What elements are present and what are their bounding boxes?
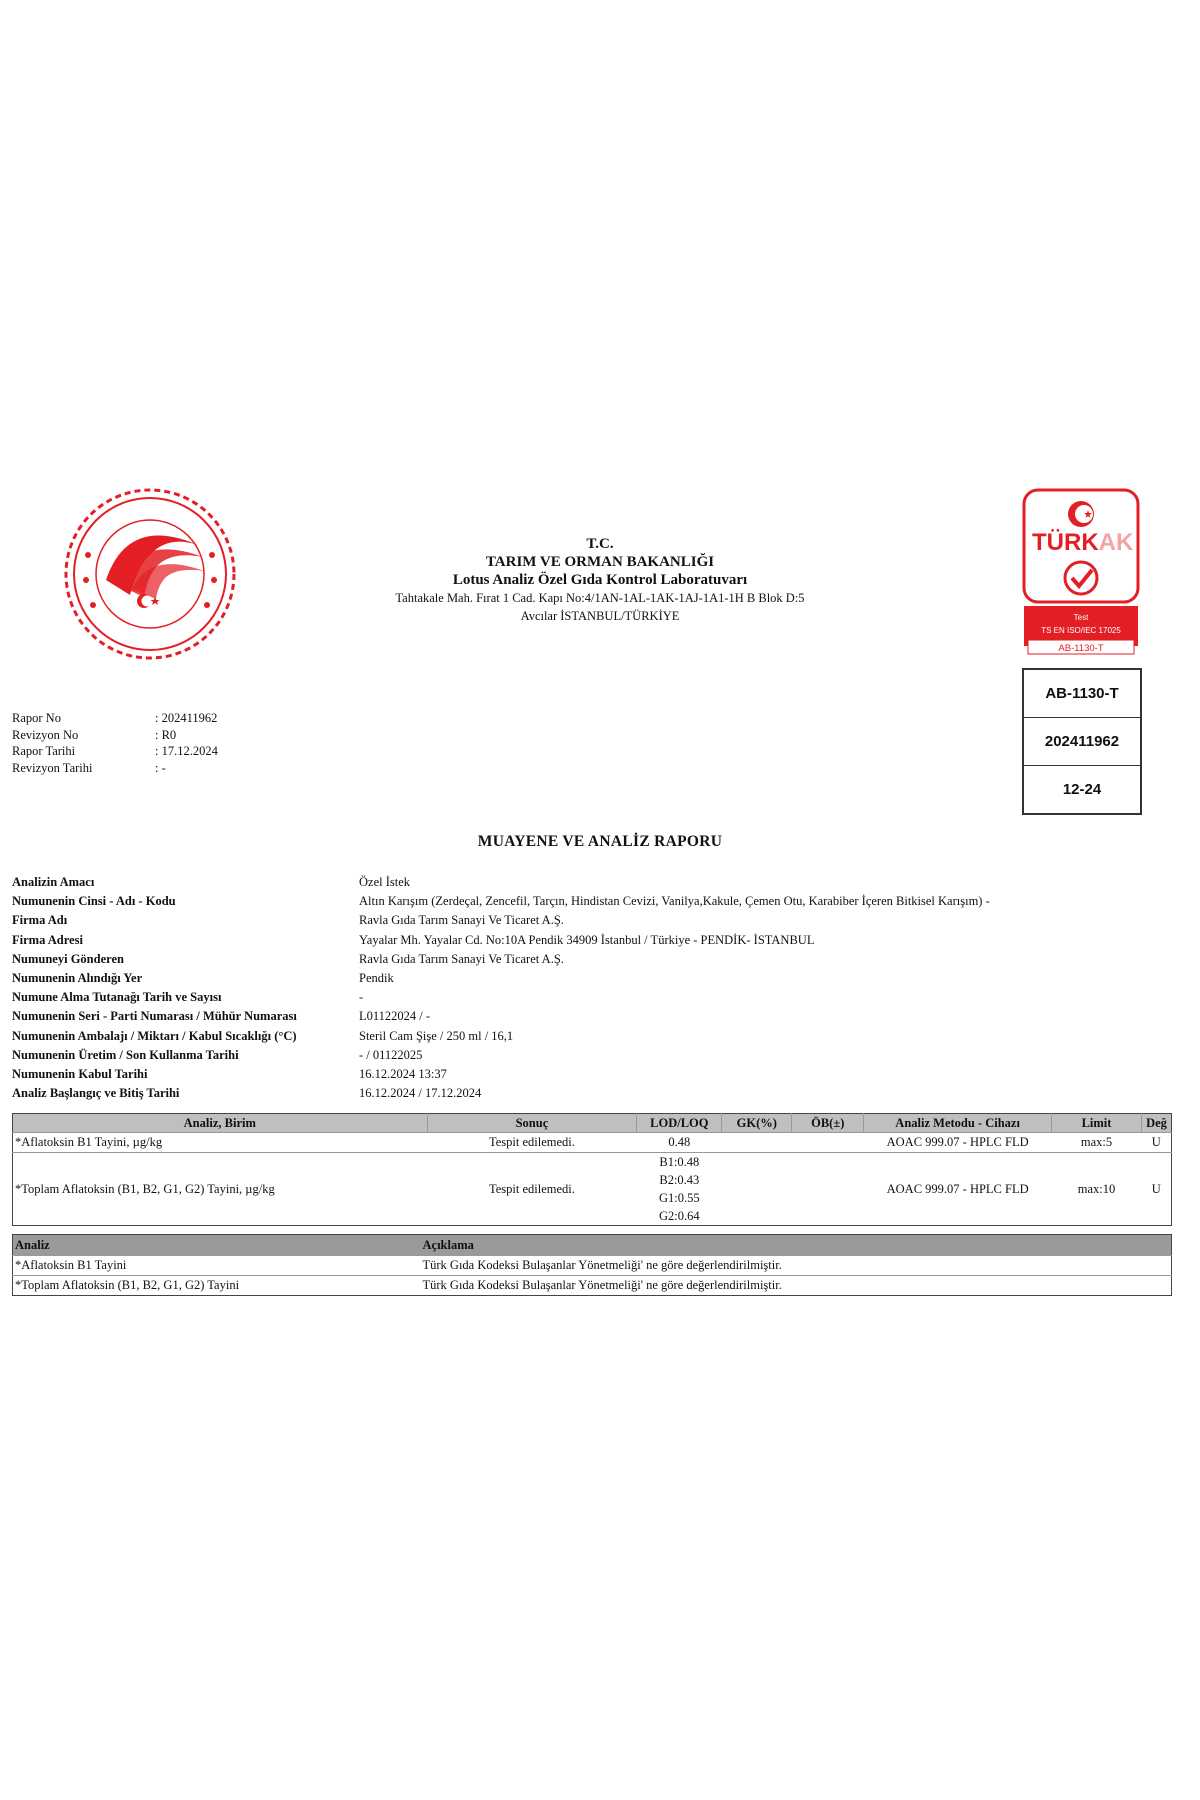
meta-row	[12, 710, 218, 727]
turkak-standard: TS EN ISO/IEC 17025	[1041, 626, 1121, 635]
info-key: Firma Adı	[12, 913, 68, 928]
meta-key: Rapor Tarihi	[12, 744, 76, 758]
info-value: Özel İstek	[359, 875, 411, 889]
info-key: Firma Adresi	[12, 932, 83, 947]
lod-value: B2:0.43	[659, 1173, 700, 1187]
lod-value: B1:0.48	[659, 1155, 700, 1169]
meta-value: : R0	[155, 727, 177, 742]
lod-value: G2:0.64	[659, 1209, 700, 1223]
header-ministry: TARIM VE ORMAN BAKANLIĞI	[485, 554, 715, 570]
report-code-box	[1022, 668, 1142, 815]
header-address-line2: Avcılar İSTANBUL/TÜRKİYE	[520, 609, 680, 623]
meta-value: : -	[155, 760, 166, 775]
table-row	[13, 1153, 1172, 1226]
table-row	[13, 1276, 1172, 1296]
info-row	[12, 873, 1182, 892]
ob-cell	[792, 1133, 864, 1153]
results-header-row	[13, 1114, 1172, 1133]
col-header: Sonuç	[427, 1114, 637, 1133]
info-row	[12, 1065, 1182, 1084]
deg-cell: U	[1141, 1153, 1171, 1226]
sample-info	[12, 873, 1182, 1103]
info-value: 16.12.2024 13:37	[359, 1066, 447, 1081]
report-title: MUAYENE VE ANALİZ RAPORU	[477, 833, 723, 850]
table-row	[13, 1133, 1172, 1153]
limit-cell: max:10	[1052, 1153, 1142, 1226]
lod-value: G1:0.55	[659, 1191, 700, 1205]
lab-header	[300, 535, 900, 625]
meta-row	[12, 760, 218, 777]
header-address-line1: Tahtakale Mah. Fırat 1 Cad. Kapı No:4/1AN-1AL-1AK-1AJ-1A1-1H B Blok D:5	[395, 591, 805, 605]
turkak-text-light: AK	[1098, 529, 1134, 556]
info-row	[12, 1084, 1182, 1103]
info-row	[12, 988, 1182, 1007]
info-key: Numunenin Seri - Parti Numarası / Mühür Numarası	[12, 1009, 297, 1024]
info-key: Numuneyi Gönderen	[12, 951, 124, 966]
col-header: LOD/LOQ	[637, 1114, 722, 1133]
explanation-cell: Türk Gıda Kodeksi Bulaşanlar Yönetmeliği' ne göre değerlendirilmiştir.	[421, 1276, 1172, 1296]
info-key: Numunenin Alındığı Yer	[12, 970, 143, 985]
meta-value: : 17.12.2024	[155, 744, 218, 758]
gk-cell	[722, 1133, 792, 1153]
code-date: 12-24	[1024, 765, 1140, 813]
col-header: Analiz Metodu - Cihazı	[864, 1114, 1052, 1133]
col-header: Limit	[1052, 1114, 1142, 1133]
info-row	[12, 1046, 1182, 1065]
method-cell: AOAC 999.07 - HPLC FLD	[864, 1153, 1052, 1226]
analysis-cell: *Toplam Aflatoksin (B1, B2, G1, G2) Tayini	[13, 1276, 421, 1296]
analysis-cell: *Aflatoksin B1 Tayini	[13, 1256, 421, 1276]
info-row	[12, 1027, 1182, 1046]
info-value: -	[359, 990, 364, 1005]
info-value: Steril Cam Şişe / 250 ml / 16,1	[359, 1028, 514, 1043]
turkak-logo	[1022, 488, 1140, 658]
col-header: Analiz, Birim	[13, 1114, 428, 1133]
info-value: Ravla Gıda Tarım Sanayi Ve Ticaret A.Ş.	[359, 913, 564, 928]
info-row	[12, 950, 1182, 969]
info-row	[12, 892, 1182, 911]
gk-cell	[722, 1153, 792, 1226]
result-cell: Tespit edilemedi.	[427, 1153, 637, 1226]
limit-cell: max:5	[1052, 1133, 1142, 1153]
info-key: Numunenin Üretim / Son Kullanma Tarihi	[12, 1047, 239, 1062]
report-meta	[12, 710, 218, 776]
explanation-cell: Türk Gıda Kodeksi Bulaşanlar Yönetmeliği' ne göre değerlendirilmiştir.	[421, 1256, 1172, 1276]
info-value: Altın Karışım (Zerdeçal, Zencefil, Tarçın, Hindistan Cevizi, Vanilya,Kakule, Çemen Otu, Karabiber İçeren Bitkisel Karışım) -	[359, 894, 990, 909]
meta-row	[12, 743, 218, 760]
svg-text:TÜRKAK	[1032, 529, 1134, 556]
meta-row	[12, 727, 218, 744]
meta-key: Revizyon Tarihi	[12, 760, 93, 775]
meta-key: Rapor No	[12, 711, 61, 725]
info-key: Numune Alma Tutanağı Tarih ve Sayısı	[12, 990, 222, 1005]
info-key: Numunenin Cinsi - Adı - Kodu	[12, 894, 176, 909]
explanations-table	[12, 1234, 1172, 1296]
col-header: Değ	[1141, 1114, 1171, 1133]
analysis-cell: *Aflatoksin B1 Tayini, µg/kg	[13, 1133, 428, 1153]
info-row	[12, 969, 1182, 988]
code-report-no: 202411962	[1024, 717, 1140, 765]
meta-key: Revizyon No	[12, 727, 79, 742]
ministry-emblem	[58, 485, 243, 663]
analysis-cell: *Toplam Aflatoksin (B1, B2, G1, G2) Tayini, µg/kg	[13, 1153, 428, 1226]
col-header: Açıklama	[421, 1235, 1172, 1256]
info-key: Numunenin Kabul Tarihi	[12, 1066, 148, 1081]
col-header: ÖB(±)	[792, 1114, 864, 1133]
info-key: Analizin Amacı	[12, 875, 95, 889]
ob-cell	[792, 1153, 864, 1226]
info-key: Analiz Başlangıç ve Bitiş Tarihi	[12, 1086, 180, 1101]
col-header: GK(%)	[722, 1114, 792, 1133]
header-lab-name: Lotus Analiz Özel Gıda Kontrol Laboratuvarı	[452, 572, 748, 588]
col-header: Analiz	[13, 1235, 421, 1256]
info-row	[12, 1007, 1182, 1026]
meta-value: : 202411962	[155, 711, 218, 725]
turkak-text-dark: TÜRK	[1032, 529, 1099, 556]
result-cell: Tespit edilemedi.	[427, 1133, 637, 1153]
info-key: Numunenin Ambalajı / Miktarı / Kabul Sıcaklığı (°C)	[12, 1028, 297, 1043]
info-row	[12, 911, 1182, 930]
lod-cell: 0.48	[637, 1133, 722, 1153]
info-value: Pendik	[359, 970, 394, 985]
info-value: - / 01122025	[359, 1047, 423, 1062]
lod-cell	[637, 1153, 722, 1226]
header-tc: T.C.	[586, 536, 614, 552]
info-value: 16.12.2024 / 17.12.2024	[359, 1086, 482, 1101]
deg-cell: U	[1141, 1133, 1171, 1153]
info-value: Ravla Gıda Tarım Sanayi Ve Ticaret A.Ş.	[359, 951, 564, 966]
turkak-accreditation: AB-1130-T	[1058, 643, 1104, 654]
info-row	[12, 931, 1182, 950]
table-row	[13, 1256, 1172, 1276]
explanations-header-row	[13, 1235, 1172, 1256]
info-value: L01122024 / -	[359, 1009, 431, 1024]
code-accreditation: AB-1130-T	[1045, 685, 1119, 702]
method-cell: AOAC 999.07 - HPLC FLD	[864, 1133, 1052, 1153]
turkak-test-label: Test	[1073, 613, 1089, 622]
info-value: Yayalar Mh. Yayalar Cd. No:10A Pendik 34909 İstanbul / Türkiye - PENDİK- İSTANBUL	[359, 932, 815, 947]
results-table	[12, 1113, 1172, 1226]
